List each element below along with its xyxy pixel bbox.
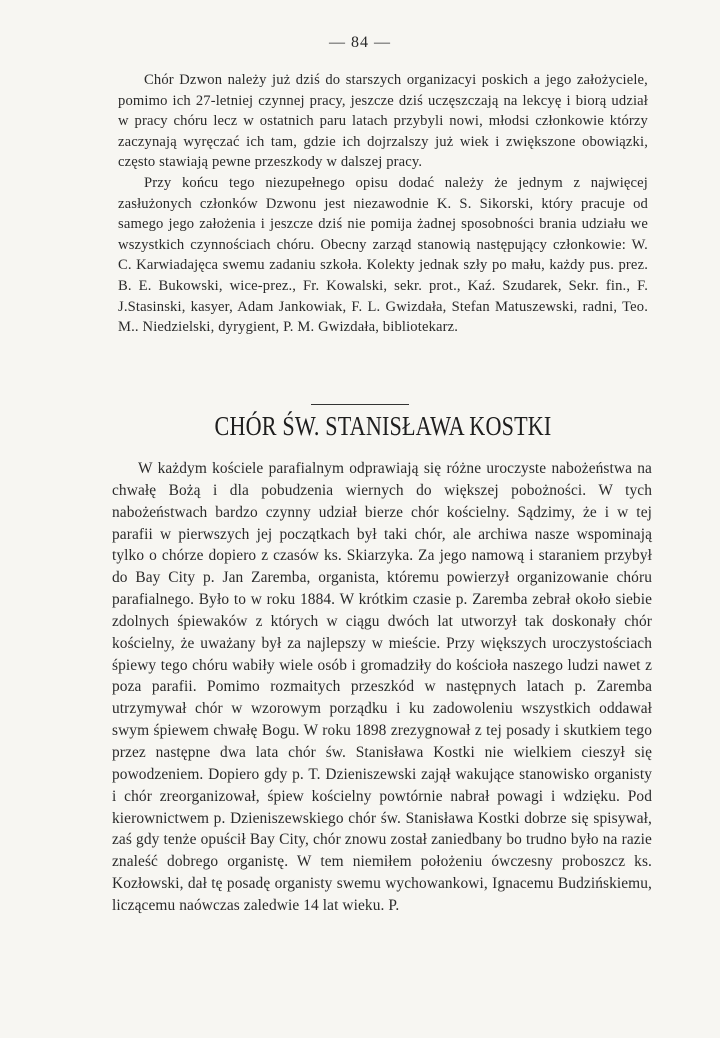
page-number: — 84 — [329, 34, 391, 51]
paragraph: W każdym kościele parafialnym odprawiają się różne uroczyste nabożeństwa na chwałę Bożą i dla pobudzenia wiernych do większej pobożności. W tych nabożeństwach bardzo czynny udział bierze chór kościelny. Sądzimy, że i w tej parafii w pierwszych jej początkach był taki chór, ale archiwa nasze wspominają tylko o chórze dopiero z czasów ks. Skiarzyka. Za jego namową i staraniem przybył do Bay City p. Jan Zaremba, organista, któremu powierzył organizowanie chóru parafialnego. Było to w roku 1884. W krótkim czasie p. Zaremba zebrał około siebie zdolnych śpiewaków z których w ciągu dwóch lat utworzył tak doskonały chór kościelny, że uważany był za najlepszy w mieście. Przy większych uroczystościach śpiewy tego chóru wabiły wiele osób i gromadziły do kościoła naszego ludzi nawet z poza parafii. Pomimo rozmaitych przeszkód w następnych latach p. Zaremba utrzymywał chór w wzorowym porządku i ku zadowoleniu wszystkich oddawał swym śpiewem chwałę Bogu. W roku 1898 zrezygnował z tej posady i skutkiem tego przez następne dwa lata chór św. Stanisława Kostki nie wielkiem cieszył się powodzeniem. Dopiero gdy p. T. Dzieniszewski zajął wakujące stanowisko organisty i chór zreorganizował, śpiew kościelny powtórnie nabrał powagi i wdzięku. Pod kierownictwem p. Dzieniszewskiego chór św. Stanisława Kostki dobrze się spisywał, zaś gdy tenże opuścił Bay City, chór znowu został zaniedbany bo trudno było na razie znaleść dobrego organistę. W tem niemiłem położeniu ówczesny proboszcz ks. Kozłowski, dał tę posadę organisty swemu wychowankowi, Ignacemu Budzińskiemu, liczącemu naówczas zaledwie 14 lat wieku. P. [112, 460, 652, 914]
paragraph: Przy końcu tego niezupełnego opisu dodać należy że jednym z najwięcej zasłużonych członków Dzwonu jest niezawodnie K. S. Sikorski, który pracuje od samego jego założenia i jeszcze dziś nie pomija żadnej sposobności brania udziału we wszystkich czynnościach chóru. Obecny zarząd stanowią następujący członkowie: W. C. Karwiadajęca swemu zadaniu szkoła. Kolekty jednak szły po mału, każdy pus. prez. B. E. Bukowski, wice-prez., Fr. Kowalski, sekr. prot., Kaź. Szudarek, Sekr. fin., F. J.Stasinski, kasyer, Adam Jankowiak, F. L. Gwizdała, Stefan Matuszewski, radni, Teo. M.. Niedzielski, dyrygient, P. M. Gwizdała, bibliotekarz. [118, 174, 648, 336]
paragraph: Chór Dzwon należy już dziś do starszych organizacyi poskich a jego założyciele, pomimo ich 27-letniej czynnej pracy, jeszcze dziś uczęszczają na lekcyę i biorą udział w pracy chóru lecz w ostatnich paru latach przybyli nowi, młodsi członkowie którzy zaczynają wyręczać ich tam, gdzie ich dojrzalszy już wiek i zwiększone obowiązki, często stawiają pewne przeszkody w dalszej pracy. [118, 72, 648, 171]
heading-rule [311, 404, 409, 405]
section-choir-kostki [112, 458, 652, 917]
section-choir-dzwon [118, 70, 648, 338]
section-heading: CHÓR ŚW. STANISŁAWA KOSTKI [214, 411, 552, 441]
